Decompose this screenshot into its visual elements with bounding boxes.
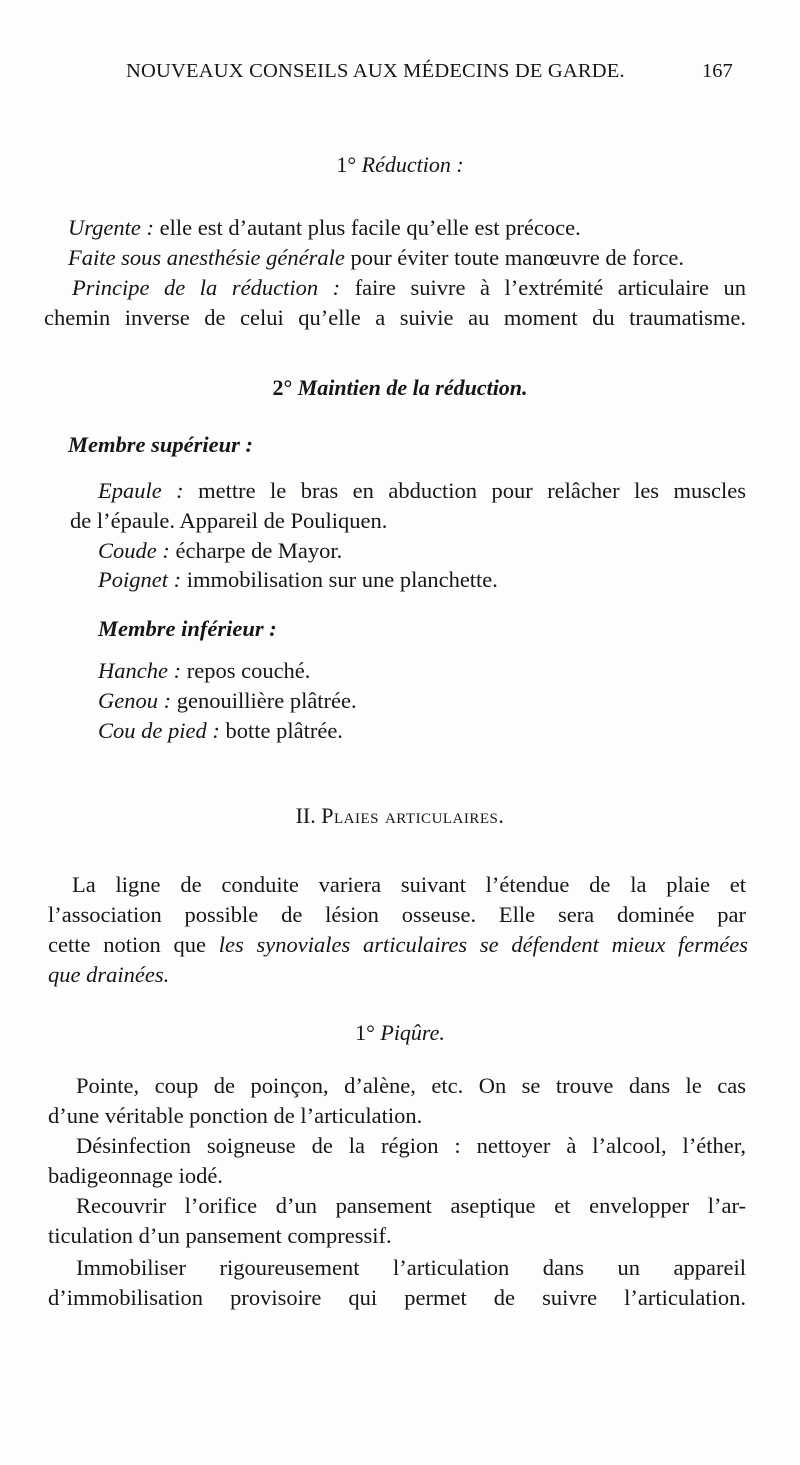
line-text: immobilisation sur une planchette. <box>186 567 498 592</box>
line-text: mettre le bras en abduction pour relâcher les muscles <box>198 478 746 503</box>
line-label: Urgente : <box>68 215 155 240</box>
heading-text: Maintien de la réduction. <box>297 375 528 400</box>
section-heading-reduction <box>0 152 800 178</box>
line-text: genouillière plâtrée. <box>176 688 357 713</box>
line-label: Poignet : <box>98 567 182 592</box>
line-text: botte plâtrée. <box>225 718 343 743</box>
text-line: Pointe, coup de poinçon, d’alène, etc. On se trouve dans le cas <box>76 1073 746 1098</box>
subheading-membre-inferieur: Membre inférieur : <box>98 616 277 641</box>
line-text: écharpe de Mayor. <box>175 538 343 563</box>
text-line: d’une véritable ponction de l’articulation. <box>48 1103 423 1128</box>
line-label: Epaule : <box>98 478 184 503</box>
line-emphasis: les synoviales articulaires se défendent mieux fermées <box>218 932 749 957</box>
heading-text: Piqûre. <box>380 1020 445 1045</box>
text-line: que drainées. <box>48 962 170 987</box>
heading-number: 2° <box>272 375 293 400</box>
section-heading-piqure <box>0 1020 800 1046</box>
text-line <box>98 478 746 504</box>
section-heading-plaies <box>0 803 800 829</box>
text-line: La ligne de conduite variera suivant l’étendue de la plaie et <box>72 872 746 897</box>
text-line: Recouvrir l’orifice d’un pansement aseptique et envelopper l’ar- <box>76 1193 746 1218</box>
text-line <box>72 275 746 301</box>
text-line <box>98 567 498 593</box>
text-line <box>98 538 342 564</box>
section-heading-maintien <box>0 375 800 401</box>
heading-text: Plaies articulaires. <box>321 803 505 828</box>
text-line <box>98 718 343 744</box>
heading-number: II. <box>295 803 316 828</box>
text-line <box>68 215 581 241</box>
text-line <box>48 932 748 958</box>
line-text: elle est d’autant plus facile qu’elle est précoce. <box>159 215 581 240</box>
heading-number: 1° <box>355 1020 375 1045</box>
line-text: faire suivre à l’extrémité articulaire un <box>354 275 746 300</box>
text-line: ticulation d’un pansement compressif. <box>48 1223 392 1248</box>
line-label: Coude : <box>98 538 170 563</box>
line-text: repos couché. <box>186 658 311 683</box>
line-text: cette notion que <box>48 932 206 957</box>
text-line: l’association possible de lésion osseuse. Elle sera dominée par <box>48 902 746 927</box>
text-line: de l’épaule. Appareil de Pouliquen. <box>70 508 388 533</box>
line-text: pour éviter toute manœuvre de force. <box>350 245 685 270</box>
page-number: 167 <box>702 60 733 82</box>
text-line <box>98 688 357 714</box>
text-line: Immobiliser rigoureusement l’articulation dans un appareil <box>76 1255 746 1280</box>
running-header: NOUVEAUX CONSEILS AUX MÉDECINS DE GARDE. <box>126 60 625 82</box>
text-line <box>98 658 310 684</box>
line-label: Genou : <box>98 688 172 713</box>
line-label: Cou de pied : <box>98 718 220 743</box>
text-line: d’immobilisation provisoire qui permet de suivre l’articulation. <box>48 1285 746 1310</box>
heading-number: 1° <box>336 152 357 177</box>
line-label: Hanche : <box>98 658 182 683</box>
subheading-membre-superieur: Membre supérieur : <box>68 432 253 457</box>
text-line: badigeonnage iodé. <box>48 1163 223 1188</box>
line-label: Faite sous anesthésie générale <box>68 245 345 270</box>
text-line: Désinfection soigneuse de la région : nettoyer à l’alcool, l’éther, <box>76 1133 746 1158</box>
heading-text: Réduction : <box>361 152 464 177</box>
line-label: Principe de la réduction : <box>72 275 341 300</box>
text-line <box>68 245 684 271</box>
text-line: chemin inverse de celui qu’elle a suivie au moment du traumatisme. <box>44 305 746 330</box>
